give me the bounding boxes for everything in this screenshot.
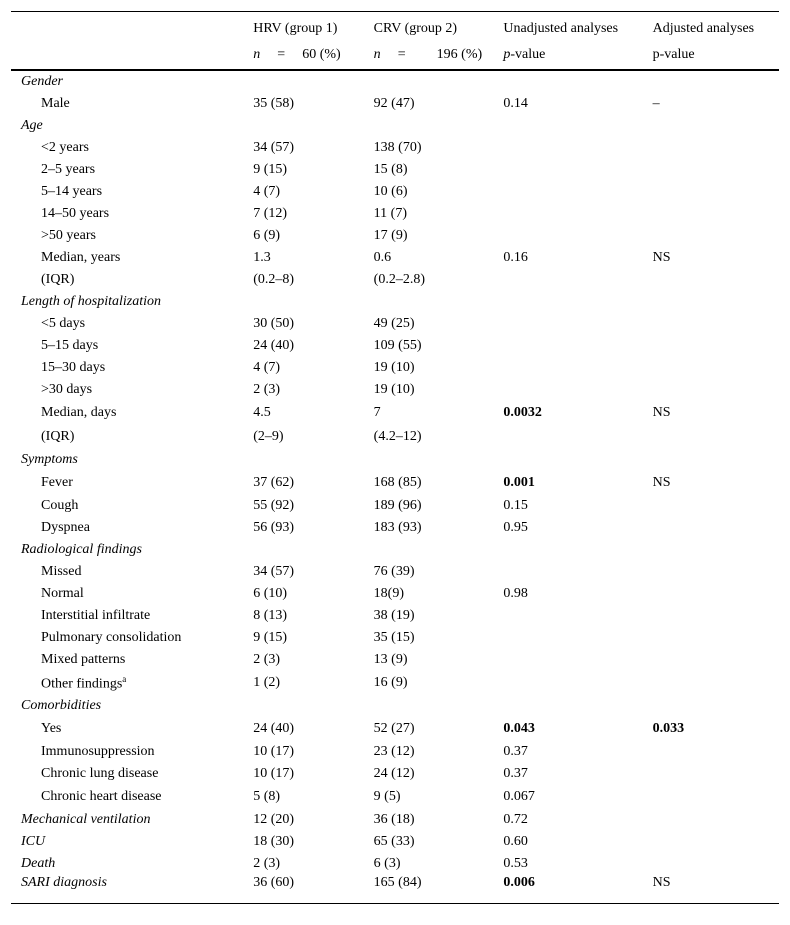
subheader-unadjusted-p: p-value	[503, 41, 652, 70]
table-row: (IQR) (0.2–8) (0.2–2.8)	[41, 272, 425, 287]
table-row: Dyspnea 56 (93) 183 (93) 0.95	[41, 520, 528, 535]
table-row: Interstitial infiltrate 8 (13) 38 (19)	[41, 608, 415, 623]
table-row: Chronic heart disease 5 (8) 9 (5) 0.067	[41, 789, 535, 804]
footnote-marker: a	[122, 673, 127, 684]
section-row: Length of hospitalization	[21, 294, 162, 309]
header-crv: CRV (group 2)	[374, 12, 504, 42]
table-container	[11, 11, 779, 904]
table-row: Median, days 4.5 7 0.0032 NS	[41, 405, 671, 420]
table-row: Mixed patterns 2 (3) 13 (9)	[41, 652, 408, 667]
header-blank	[11, 12, 253, 42]
header-adjusted: Adjusted analyses	[653, 12, 779, 42]
table-row: >50 years 6 (9) 17 (9)	[41, 228, 408, 243]
section-row: Gender	[21, 74, 63, 89]
header-hrv: HRV (group 1)	[253, 12, 373, 42]
table-row: Normal 6 (10) 18(9) 0.98	[41, 586, 528, 601]
subheader-adjusted-p: p-value	[653, 41, 779, 70]
table-row: 5–15 days 24 (40) 109 (55)	[41, 338, 422, 353]
table-row: ICU 18 (30) 65 (33) 0.60	[21, 834, 528, 849]
table-row: Chronic lung disease 10 (17) 24 (12) 0.37	[41, 766, 528, 781]
table-row: Other findings$^a$ 1 (2) 16 (9)	[41, 673, 408, 692]
table-row: Pulmonary consolidation 9 (15) 35 (15)	[41, 630, 415, 645]
subheader-row	[11, 41, 779, 70]
table-row: Death 2 (3) 6 (3) 0.53	[21, 856, 528, 871]
table-row: 14–50 years 7 (12) 11 (7)	[41, 206, 407, 221]
data-table	[11, 11, 779, 904]
table-row: Median, years 1.3 0.6 0.16 NS	[41, 250, 671, 265]
table-row: Cough 55 (92) 189 (96) 0.15	[41, 498, 528, 513]
table-row: 2–5 years 9 (15) 15 (8)	[41, 162, 408, 177]
section-row: Comorbidities	[21, 698, 102, 713]
table-row: Mechanical ventilation 12 (20) 36 (18) 0.72	[21, 812, 528, 827]
subheader-crv-n: n = 196 (%)	[374, 41, 504, 70]
table-row: SARI diagnosis 36 (60) 165 (84) 0.006 NS	[11, 875, 779, 904]
table-row: Yes 24 (40) 52 (27) 0.043 0.033	[41, 721, 685, 736]
table-row: <2 years 34 (57) 138 (70)	[41, 140, 422, 155]
subheader-hrv-n: n = 60 (%)	[253, 41, 373, 70]
table-row: Male 35 (58) 92 (47) 0.14 –	[41, 96, 660, 111]
header-row	[11, 12, 779, 42]
header-unadjusted: Unadjusted analyses	[503, 12, 652, 42]
section-row: Symptoms	[21, 452, 78, 467]
table-row: 5–14 years 4 (7) 10 (6)	[41, 184, 408, 199]
table-row: 15–30 days 4 (7) 19 (10)	[41, 360, 415, 375]
table-row: Missed 34 (57) 76 (39)	[41, 564, 415, 579]
table-row: Fever 37 (62) 168 (85) 0.001 NS	[41, 475, 671, 490]
table-row: (IQR) (2–9) (4.2–12)	[41, 429, 422, 444]
table-row: Immunosuppression 10 (17) 23 (12) 0.37	[41, 744, 528, 759]
table-row: <5 days 30 (50) 49 (25)	[41, 316, 415, 331]
section-row: Age	[21, 118, 43, 133]
table-row: >30 days 2 (3) 19 (10)	[41, 382, 415, 397]
section-row: Radiological findings	[21, 542, 142, 557]
